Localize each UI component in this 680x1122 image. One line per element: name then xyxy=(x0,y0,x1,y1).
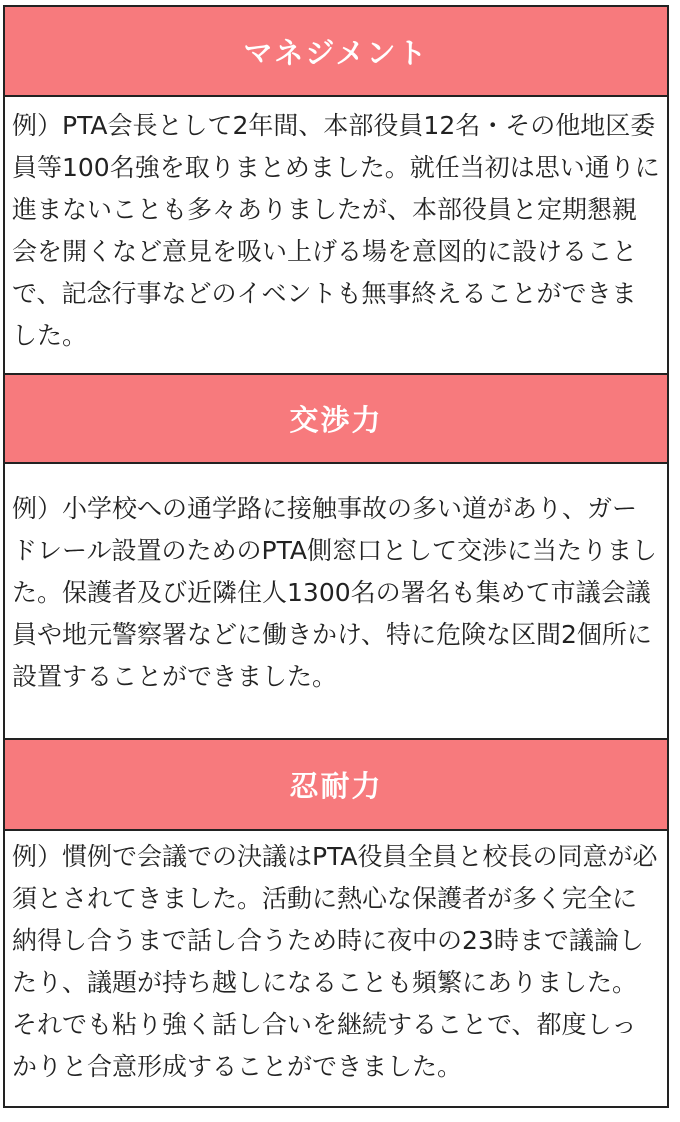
self-pr-sheet xyxy=(3,5,669,1108)
section-body-management: 例）PTA会長として2年間、本部役員12名・その他地区委員等100名強を取りまとめました。就任当初は思い通りに進まないことも多々ありましたが、本部役員と定期懇親会を開くなど意見を吸い上げる場を意図的に設けることで、記念行事などのイベントも無事終えることができました。 xyxy=(5,97,667,375)
section-header-negotiation xyxy=(5,375,667,464)
section-title-patience: 忍耐力 xyxy=(289,769,383,803)
section-title-negotiation: 交渉力 xyxy=(289,403,383,437)
section-header-management xyxy=(5,7,667,97)
section-title-management: マネジメント xyxy=(243,35,429,70)
section-header-patience xyxy=(5,740,667,831)
section-body-patience: 例）慣例で会議での決議はPTA役員全員と校長の同意が必須とされてきました。活動に熱心な保護者が多く完全に納得し合うまで話し合うため時に夜中の23時まで議論したり、議題が持ち越しになることも頻繁にありました。それでも粘り強く話し合いを継続することで、都度しっかりと合意形成することができました。 xyxy=(5,831,667,1108)
section-body-negotiation: 例）小学校への通学路に接触事故の多い道があり、ガードレール設置のためのPTA側窓口として交渉に当たりました。保護者及び近隣住人1300名の署名も集めて市議会議員や地元警察署などに働きかけ、特に危険な区間2個所に設置することができました。 xyxy=(5,464,667,740)
